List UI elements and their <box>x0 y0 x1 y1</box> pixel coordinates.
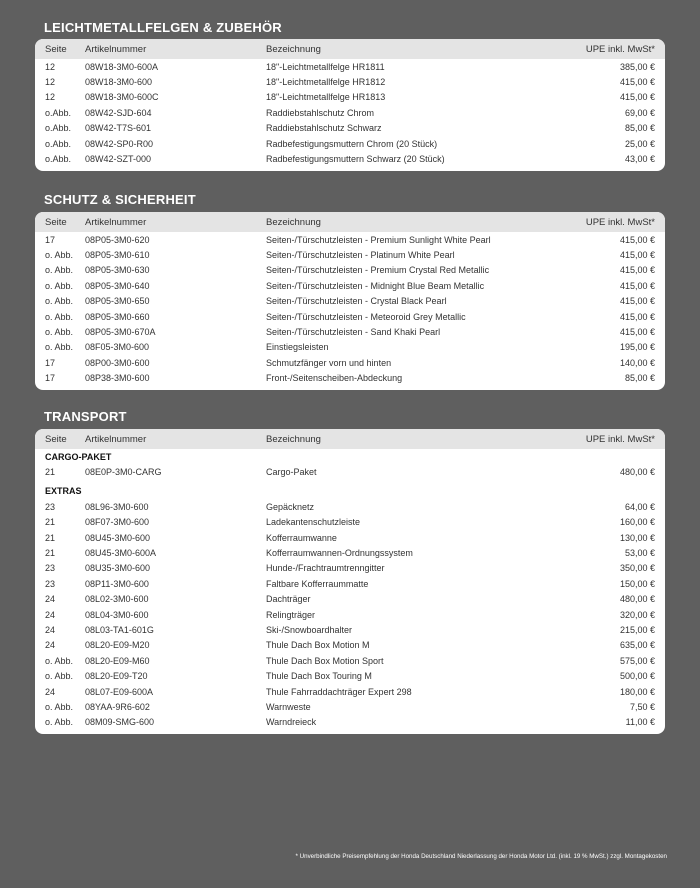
cell-artikelnummer: 08U45-3M0-600A <box>85 548 157 559</box>
cell-bezeichnung: Raddiebstahlschutz Schwarz <box>266 123 382 134</box>
cell-seite: 21 <box>45 532 56 543</box>
cell-seite: 23 <box>45 578 56 589</box>
cell-artikelnummer: 08W18-3M0-600C <box>85 92 159 103</box>
table-header <box>35 429 665 449</box>
section-title-felgen: LEICHTMETALLFELGEN & ZUBEHÖR <box>44 20 282 35</box>
cell-artikelnummer: 08L96-3M0-600 <box>85 501 149 512</box>
cell-artikelnummer: 08P05-3M0-630 <box>85 265 150 276</box>
cell-seite: 23 <box>45 563 56 574</box>
table-row <box>35 74 665 89</box>
cell-bezeichnung: Relingträger <box>266 609 316 620</box>
cell-seite: o. Abb. <box>45 655 74 666</box>
cell-upe: 43,00 € <box>624 154 655 165</box>
cell-upe: 350,00 € <box>619 563 655 574</box>
table-schutz <box>35 212 665 390</box>
table-row <box>35 371 665 386</box>
cell-seite: o. Abb. <box>45 717 74 728</box>
cell-artikelnummer: 08P05-3M0-640 <box>85 280 150 291</box>
cell-upe: 415,00 € <box>619 77 655 88</box>
cell-upe: 195,00 € <box>619 342 655 353</box>
cell-bezeichnung: Warnweste <box>266 701 311 712</box>
cell-artikelnummer: 08P38-3M0-600 <box>85 373 150 384</box>
table-row <box>35 561 665 576</box>
cell-artikelnummer: 08F05-3M0-600 <box>85 342 150 353</box>
table-header <box>35 39 665 59</box>
table-row <box>35 715 665 730</box>
cell-upe: 415,00 € <box>619 265 655 276</box>
cell-upe: 415,00 € <box>619 280 655 291</box>
cell-upe: 575,00 € <box>619 655 655 666</box>
cell-bezeichnung: Ski-/Snowboardhalter <box>266 624 353 635</box>
cell-bezeichnung: Schmutzfänger vorn und hinten <box>266 357 392 368</box>
header-bezeichnung: Bezeichnung <box>266 433 321 445</box>
cell-upe: 415,00 € <box>619 250 655 261</box>
cell-upe: 415,00 € <box>619 311 655 322</box>
cell-bezeichnung: Seiten-/Türschutzleisten - Premium Sunlight White Pearl <box>266 234 491 245</box>
cell-upe: 415,00 € <box>619 234 655 245</box>
table-row <box>35 340 665 355</box>
cell-bezeichnung: Cargo-Paket <box>266 467 317 478</box>
header-seite: Seite <box>45 216 67 228</box>
table-row <box>35 699 665 714</box>
cell-seite: o. Abb. <box>45 265 74 276</box>
cell-seite: o. Abb. <box>45 280 74 291</box>
cell-upe: 500,00 € <box>619 671 655 682</box>
cell-seite: o.Abb. <box>45 138 72 149</box>
cell-bezeichnung: Warndreieck <box>266 717 317 728</box>
table-row <box>35 151 665 166</box>
table-row <box>35 324 665 339</box>
cell-artikelnummer: 08E0P-3M0-CARG <box>85 467 162 478</box>
cell-upe: 69,00 € <box>624 107 655 118</box>
cell-seite: 24 <box>45 624 56 635</box>
cell-upe: 385,00 € <box>619 61 655 72</box>
header-artikelnummer: Artikelnummer <box>85 433 147 445</box>
table-felgen <box>35 39 665 171</box>
cell-upe: 85,00 € <box>624 373 655 384</box>
cell-seite: o. Abb. <box>45 311 74 322</box>
cell-upe: 415,00 € <box>619 296 655 307</box>
cell-artikelnummer: 08M09-SMG-600 <box>85 717 155 728</box>
cell-seite: 21 <box>45 517 56 528</box>
cell-artikelnummer: 08P05-3M0-660 <box>85 311 150 322</box>
cell-upe: 180,00 € <box>619 686 655 697</box>
cell-bezeichnung: Seiten-/Türschutzleisten - Premium Crystal Red Metallic <box>266 265 490 276</box>
cell-seite: 17 <box>45 357 56 368</box>
table-row <box>35 499 665 514</box>
cell-artikelnummer: 08U35-3M0-600 <box>85 563 151 574</box>
header-seite: Seite <box>45 43 67 55</box>
cell-bezeichnung: Radbefestigungsmuttern Schwarz (20 Stück) <box>266 154 445 165</box>
cell-artikelnummer: 08P00-3M0-600 <box>85 357 150 368</box>
cell-seite: o.Abb. <box>45 154 72 165</box>
cell-bezeichnung: Seiten-/Türschutzleisten - Platinum White Pearl <box>266 250 455 261</box>
cell-seite: 24 <box>45 686 56 697</box>
cell-artikelnummer: 08P05-3M0-620 <box>85 234 150 245</box>
cell-seite: 21 <box>45 548 56 559</box>
table-row <box>35 545 665 560</box>
table-row <box>35 121 665 136</box>
cell-bezeichnung: Seiten-/Türschutzleisten - Sand Khaki Pearl <box>266 327 441 338</box>
cell-artikelnummer: 08L03-TA1-601G <box>85 624 154 635</box>
cell-bezeichnung: Kofferraumwannen-Ordnungssystem <box>266 548 413 559</box>
cell-artikelnummer: 08P05-3M0-610 <box>85 250 150 261</box>
cell-bezeichnung: Ladekantenschutzleiste <box>266 517 361 528</box>
table-row <box>35 278 665 293</box>
cell-seite: o. Abb. <box>45 296 74 307</box>
table-row <box>35 668 665 683</box>
table-row <box>35 232 665 247</box>
cell-artikelnummer: 08F07-3M0-600 <box>85 517 150 528</box>
cell-upe: 480,00 € <box>619 467 655 478</box>
cell-bezeichnung: Raddiebstahlschutz Chrom <box>266 107 375 118</box>
table-row <box>35 355 665 370</box>
table-row <box>35 576 665 591</box>
group-label-cargo: CARGO-PAKET <box>45 451 112 462</box>
section-title-schutz: SCHUTZ & SICHERHEIT <box>44 192 196 207</box>
cell-artikelnummer: 08L20-E09-M20 <box>85 640 150 651</box>
table-row <box>35 464 665 479</box>
cell-upe: 7,50 € <box>629 701 655 712</box>
cell-upe: 415,00 € <box>619 327 655 338</box>
cell-upe: 160,00 € <box>619 517 655 528</box>
table-row <box>35 653 665 668</box>
cell-seite: o. Abb. <box>45 671 74 682</box>
group-label-extras: EXTRAS <box>45 486 82 497</box>
table-row <box>35 59 665 74</box>
table-row <box>35 622 665 637</box>
cell-artikelnummer: 08P11-3M0-600 <box>85 578 149 589</box>
cell-bezeichnung: 18"-Leichtmetallfelge HR1813 <box>266 92 386 103</box>
cell-upe: 635,00 € <box>619 640 655 651</box>
section-title-transport: TRANSPORT <box>44 409 127 424</box>
cell-seite: 24 <box>45 594 56 605</box>
cell-artikelnummer: 08W18-3M0-600A <box>85 61 159 72</box>
header-bezeichnung: Bezeichnung <box>266 216 321 228</box>
cell-bezeichnung: Faltbare Kofferraummatte <box>266 578 369 589</box>
table-header <box>35 212 665 232</box>
cell-seite: o. Abb. <box>45 327 74 338</box>
cell-upe: 150,00 € <box>619 578 655 589</box>
cell-artikelnummer: 08L20-E09-T20 <box>85 671 148 682</box>
cell-artikelnummer: 08U45-3M0-600 <box>85 532 151 543</box>
table-body <box>35 464 665 483</box>
cell-bezeichnung: Seiten-/Türschutzleisten - Crystal Black Pearl <box>266 296 447 307</box>
table-row <box>35 592 665 607</box>
cell-bezeichnung: Thule Dach Box Motion Sport <box>266 655 384 666</box>
cell-bezeichnung: Thule Dach Box Motion M <box>266 640 370 651</box>
table-row <box>35 263 665 278</box>
table-transport <box>35 429 665 734</box>
cell-bezeichnung: 18"-Leichtmetallfelge HR1811 <box>266 61 385 72</box>
cell-seite: 21 <box>45 467 56 478</box>
cell-seite: o.Abb. <box>45 123 72 134</box>
header-artikelnummer: Artikelnummer <box>85 43 147 55</box>
cell-artikelnummer: 08W42-SJD-604 <box>85 107 152 118</box>
cell-bezeichnung: Front-/Seitenscheiben-Abdeckung <box>266 373 403 384</box>
cell-upe: 140,00 € <box>619 357 655 368</box>
cell-seite: 12 <box>45 61 56 72</box>
cell-artikelnummer: 08L04-3M0-600 <box>85 609 149 620</box>
cell-seite: o. Abb. <box>45 250 74 261</box>
cell-seite: 17 <box>45 234 56 245</box>
cell-artikelnummer: 08W42-T7S-601 <box>85 123 152 134</box>
cell-seite: 17 <box>45 373 56 384</box>
table-body <box>35 499 665 734</box>
footnote: * Unverbindliche Preisempfehlung der Honda Deutschland Niederlassung der Honda Motor Ltd. (inkl. 19 % MwSt.) zzgl. Montagekosten <box>295 853 667 860</box>
cell-bezeichnung: Kofferraumwanne <box>266 532 337 543</box>
cell-upe: 85,00 € <box>624 123 655 134</box>
header-seite: Seite <box>45 433 67 445</box>
cell-seite: 12 <box>45 77 56 88</box>
table-row <box>35 530 665 545</box>
cell-seite: 24 <box>45 640 56 651</box>
cell-seite: 24 <box>45 609 56 620</box>
cell-bezeichnung: Seiten-/Türschutzleisten - Midnight Blue Beam Metallic <box>266 280 485 291</box>
cell-artikelnummer: 08W42-SP0-R00 <box>85 138 154 149</box>
cell-upe: 25,00 € <box>624 138 655 149</box>
table-row <box>35 309 665 324</box>
cell-bezeichnung: Einstiegsleisten <box>266 342 329 353</box>
cell-bezeichnung: Hunde-/Frachtraumtrenngitter <box>266 563 385 574</box>
table-body <box>35 59 665 171</box>
cell-bezeichnung: 18"-Leichtmetallfelge HR1812 <box>266 77 386 88</box>
cell-upe: 215,00 € <box>619 624 655 635</box>
cell-seite: o. Abb. <box>45 342 74 353</box>
cell-upe: 64,00 € <box>624 501 655 512</box>
cell-bezeichnung: Thule Fahrraddachträger Expert 298 <box>266 686 412 697</box>
cell-artikelnummer: 08YAA-9R6-602 <box>85 701 150 712</box>
cell-upe: 415,00 € <box>619 92 655 103</box>
table-row <box>35 90 665 105</box>
table-row <box>35 607 665 622</box>
cell-bezeichnung: Thule Dach Box Touring M <box>266 671 372 682</box>
cell-bezeichnung: Radbefestigungsmuttern Chrom (20 Stück) <box>266 138 438 149</box>
table-row <box>35 684 665 699</box>
cell-seite: 23 <box>45 501 56 512</box>
cell-artikelnummer: 08W42-SZT-000 <box>85 154 152 165</box>
cell-bezeichnung: Dachträger <box>266 594 311 605</box>
table-row <box>35 136 665 151</box>
header-upe: UPE inkl. MwSt* <box>585 433 655 445</box>
table-row <box>35 294 665 309</box>
cell-upe: 480,00 € <box>619 594 655 605</box>
cell-bezeichnung: Seiten-/Türschutzleisten - Meteoroid Grey Metallic <box>266 311 466 322</box>
header-artikelnummer: Artikelnummer <box>85 216 147 228</box>
cell-bezeichnung: Gepäcknetz <box>266 501 315 512</box>
table-row <box>35 515 665 530</box>
cell-seite: o. Abb. <box>45 701 74 712</box>
cell-artikelnummer: 08P05-3M0-670A <box>85 327 156 338</box>
table-row <box>35 105 665 120</box>
cell-artikelnummer: 08L20-E09-M60 <box>85 655 150 666</box>
cell-seite: o.Abb. <box>45 107 72 118</box>
cell-upe: 11,00 € <box>625 717 655 728</box>
cell-upe: 53,00 € <box>624 548 655 559</box>
header-bezeichnung: Bezeichnung <box>266 43 321 55</box>
header-upe: UPE inkl. MwSt* <box>585 216 655 228</box>
cell-artikelnummer: 08L02-3M0-600 <box>85 594 149 605</box>
header-upe: UPE inkl. MwSt* <box>585 43 655 55</box>
table-body <box>35 232 665 390</box>
cell-artikelnummer: 08W18-3M0-600 <box>85 77 153 88</box>
cell-upe: 130,00 € <box>619 532 655 543</box>
cell-artikelnummer: 08P05-3M0-650 <box>85 296 150 307</box>
table-row <box>35 247 665 262</box>
table-row <box>35 638 665 653</box>
cell-seite: 12 <box>45 92 56 103</box>
cell-artikelnummer: 08L07-E09-600A <box>85 686 154 697</box>
cell-upe: 320,00 € <box>619 609 655 620</box>
